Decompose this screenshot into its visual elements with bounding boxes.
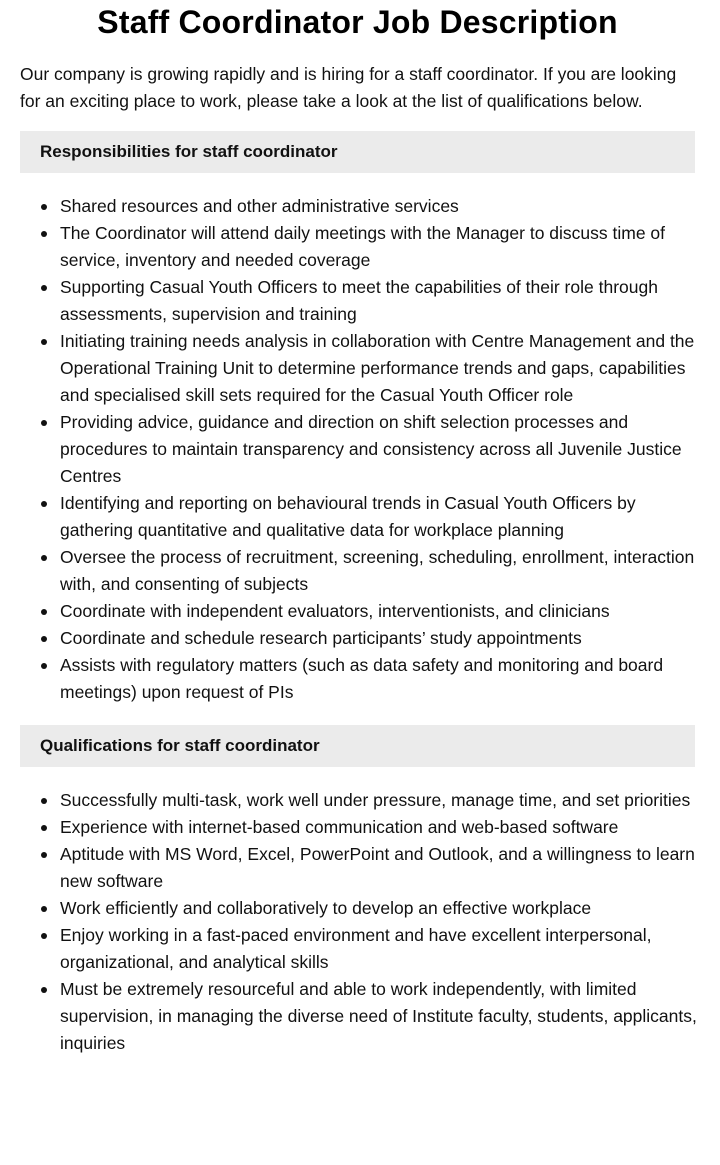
list-item-text: Must be extremely resourceful and able to work independently, with limited supervision, in managing the diverse need of Institute faculty, students, applicants, inquiries (60, 979, 697, 1053)
bullet-icon (41, 285, 47, 291)
intro-paragraph: Our company is growing rapidly and is hiring for a staff coordinator. If you are looking for an exciting place to work, please take a look at the list of qualifications below. (20, 64, 677, 111)
list-item-text: Providing advice, guidance and direction on shift selection processes and procedures to maintain transparency and consistency across all Juvenile Justice Centres (60, 412, 682, 486)
responsibilities-list (20, 193, 700, 706)
bullet-icon (41, 933, 47, 939)
list-item-text: Coordinate and schedule research participants’ study appointments (60, 628, 582, 648)
list-item (60, 544, 700, 598)
section-header-qualifications: Qualifications for staff coordinator (20, 725, 695, 767)
bullet-icon (41, 609, 47, 615)
bullet-icon (41, 852, 47, 858)
bullet-icon (41, 987, 47, 993)
list-item-text: Coordinate with independent evaluators, interventionists, and clinicians (60, 601, 610, 621)
bullet-icon (41, 663, 47, 669)
list-item-text: Shared resources and other administrative services (60, 196, 459, 216)
list-item-text: Enjoy working in a fast-paced environment and have excellent interpersonal, organizational, and analytical skills (60, 925, 652, 972)
list-item-text: Initiating training needs analysis in collaboration with Centre Management and the Operational Training Unit to determine performance trends and gaps, capabilities and specialised skill sets required for the Casual Youth Officer role (60, 331, 695, 405)
bullet-icon (41, 204, 47, 210)
bullet-icon (41, 420, 47, 426)
list-item-text: The Coordinator will attend daily meetings with the Manager to discuss time of service, inventory and needed coverage (60, 223, 666, 270)
list-item (60, 409, 700, 490)
list-item (60, 841, 700, 895)
list-item (60, 652, 700, 706)
list-item-text: Identifying and reporting on behavioural trends in Casual Youth Officers by gathering quantitative and qualitative data for workplace planning (60, 493, 636, 540)
list-item-text: Assists with regulatory matters (such as data safety and monitoring and board meetings) upon request of PIs (60, 655, 664, 702)
list-item (60, 328, 700, 409)
qualifications-list (20, 787, 700, 1057)
bullet-icon (41, 636, 47, 642)
page-title: Staff Coordinator Job Description (97, 4, 618, 40)
list-item-text: Experience with internet-based communication and web-based software (60, 817, 619, 837)
list-item (60, 922, 700, 976)
bullet-icon (41, 339, 47, 345)
list-item-text: Supporting Casual Youth Officers to meet the capabilities of their role through assessments, supervision and training (60, 277, 658, 324)
list-item-text: Work efficiently and collaboratively to develop an effective workplace (60, 898, 592, 918)
bullet-icon (41, 555, 47, 561)
list-item-text: Aptitude with MS Word, Excel, PowerPoint and Outlook, and a willingness to learn new software (60, 844, 695, 891)
list-item (60, 193, 700, 220)
section-header-responsibilities: Responsibilities for staff coordinator (20, 131, 695, 173)
list-item (60, 787, 700, 814)
list-item-text: Oversee the process of recruitment, screening, scheduling, enrollment, interaction with, and consenting of subjects (60, 547, 695, 594)
list-item (60, 274, 700, 328)
list-item (60, 490, 700, 544)
bullet-icon (41, 501, 47, 507)
list-item (60, 976, 700, 1057)
list-item (60, 220, 700, 274)
bullet-icon (41, 798, 47, 804)
list-item (60, 625, 700, 652)
list-item (60, 895, 700, 922)
list-item (60, 598, 700, 625)
list-item (60, 814, 700, 841)
bullet-icon (41, 906, 47, 912)
list-item-text: Successfully multi-task, work well under pressure, manage time, and set priorities (60, 790, 691, 810)
bullet-icon (41, 825, 47, 831)
bullet-icon (41, 231, 47, 237)
